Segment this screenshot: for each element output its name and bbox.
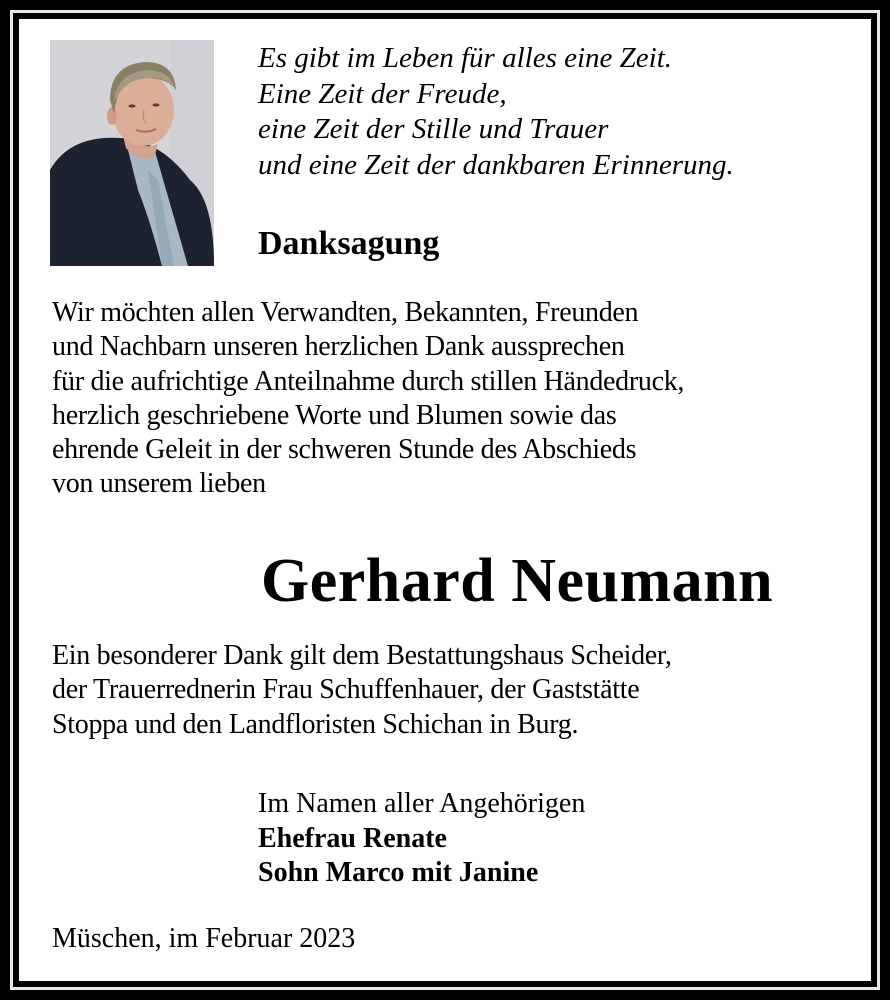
- deceased-name: Gerhard Neumann: [261, 547, 774, 615]
- portrait-photo: [50, 40, 214, 266]
- poem-line: Es gibt im Leben für alles eine Zeit.: [258, 42, 673, 74]
- thanks-paragraph: [52, 296, 684, 502]
- place-date: Müschen, im Februar 2023: [52, 923, 356, 954]
- signoff: [258, 787, 585, 891]
- thanks-line: Ein besonderer Dank gilt dem Bestattungshaus Scheider,: [52, 640, 672, 671]
- special-thanks-paragraph: [52, 639, 672, 742]
- thanks-line: der Trauerrednerin Frau Schuffenhauer, der Gaststätte: [52, 674, 640, 706]
- body-line: und Nachbarn unseren herzlichen Dank aussprechen: [52, 331, 625, 363]
- signoff-name: Ehefrau Renate: [258, 822, 447, 854]
- poem-line: und eine Zeit der dankbaren Erinnerung.: [258, 148, 734, 181]
- notice-heading: Danksagung: [258, 225, 440, 262]
- body-line: von unserem lieben: [52, 468, 266, 500]
- body-line: herzlich geschriebene Worte und Blumen sowie das: [52, 399, 617, 431]
- thanks-line: Stoppa und den Landfloristen Schichan in Burg.: [52, 708, 579, 740]
- obituary-notice: [19, 19, 871, 981]
- portrait-image: [50, 40, 214, 266]
- poem-line: Eine Zeit der Freude,: [258, 77, 507, 110]
- body-line: Wir möchten allen Verwandten, Bekannten, Freunden: [52, 297, 639, 328]
- signoff-intro: Im Namen aller Angehörigen: [258, 788, 586, 819]
- body-line: ehrende Geleit in der schweren Stunde des Abschieds: [52, 434, 637, 466]
- poem-line: eine Zeit der Stille und Trauer: [258, 113, 609, 145]
- body-line: für die aufrichtige Anteilnahme durch stillen Händedruck,: [52, 365, 685, 397]
- signoff-name: Sohn Marco mit Janine: [258, 857, 539, 888]
- poem-quote: [258, 41, 734, 183]
